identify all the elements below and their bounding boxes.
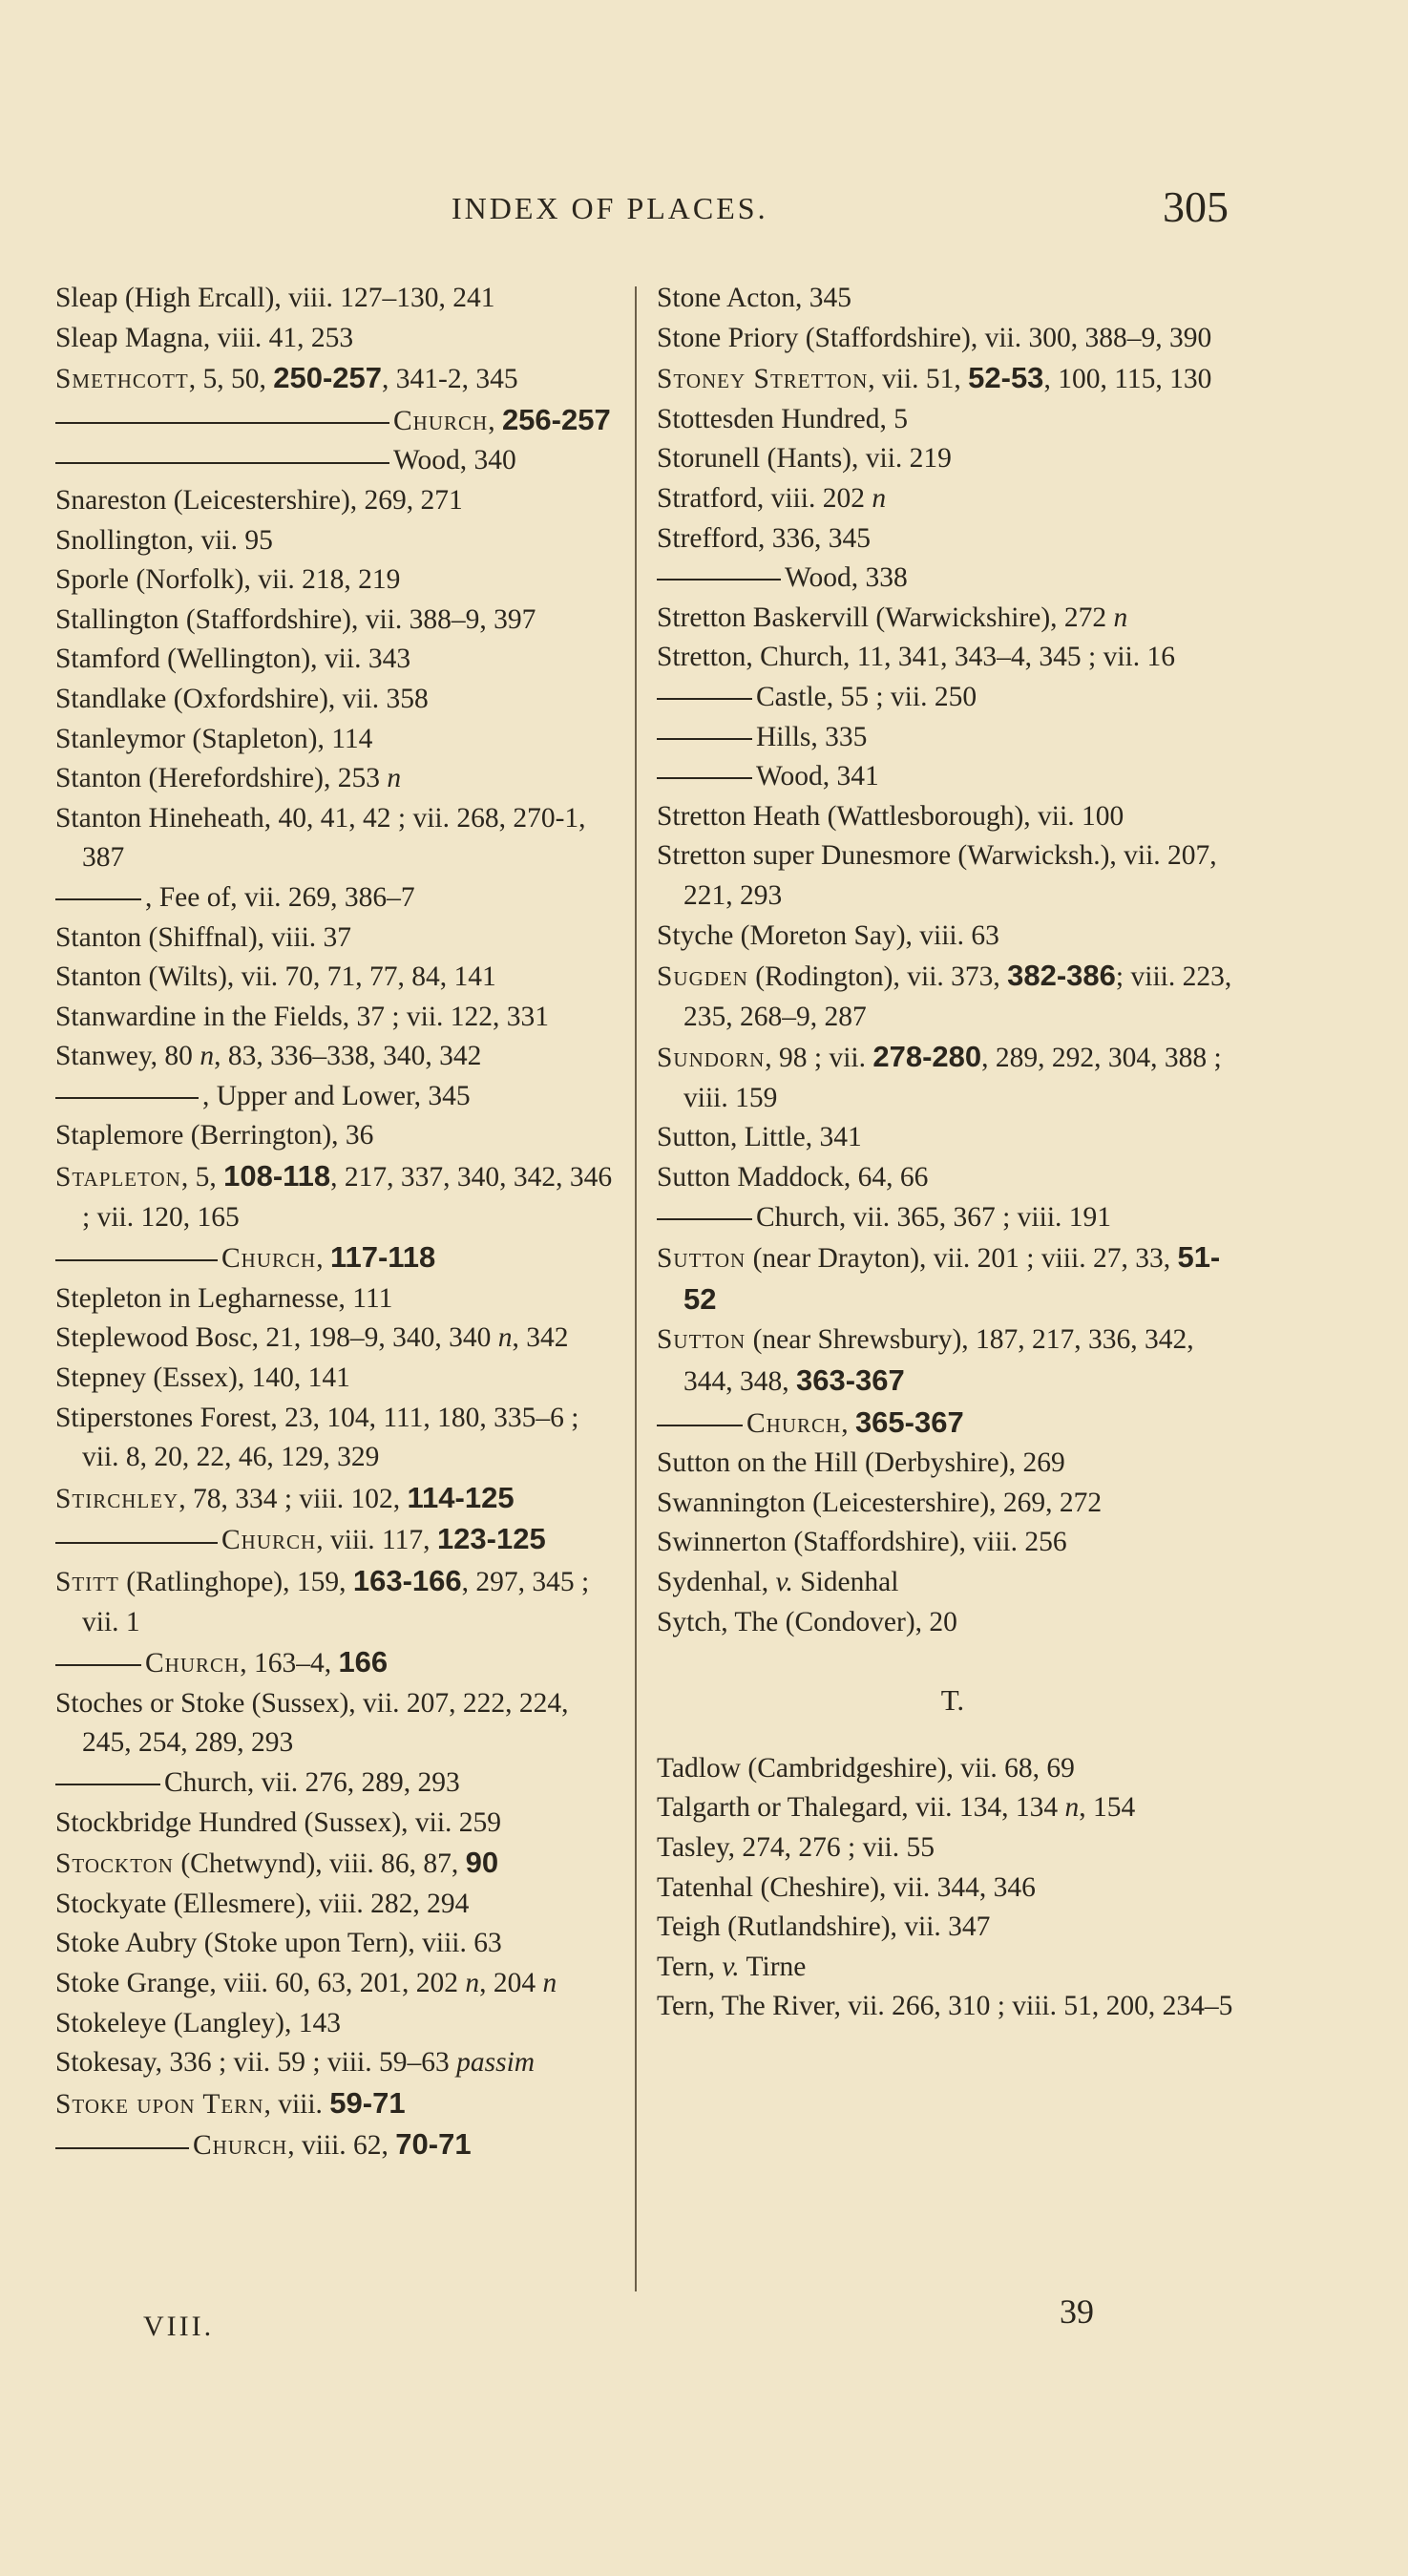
entry-text: Steplewood Bosc, 21, 198–9, 340, 340 (55, 1322, 498, 1354)
index-subentry (657, 1403, 1249, 1445)
entry-text: n (542, 1967, 557, 1998)
entry-text: Stretton super Dunesmore (Warwicksh.), vii. 207, 221, 293 (657, 840, 1217, 911)
entry-text: Snollington, vii. 95 (55, 524, 273, 556)
ditto-dash (55, 1097, 199, 1099)
entry-text: 108-118 (223, 1159, 331, 1193)
entry-text: 365-367 (854, 1404, 964, 1439)
index-entry (657, 1828, 1249, 1869)
entry-text: (near Shrewsbury), 187, 217, 336, 342, 344, 348, (683, 1324, 1194, 1398)
entry-text: Stanton (Herefordshire), 253 (55, 763, 388, 794)
entry-text: Church (193, 2130, 288, 2162)
ditto-dash (55, 1542, 218, 1544)
index-entry (55, 720, 619, 760)
entry-text: Stepleton in Legharnesse, 111 (55, 1282, 393, 1314)
entry-text: , 163–4, (240, 1648, 339, 1679)
index-entry (55, 799, 619, 878)
index-entry (55, 601, 619, 641)
entry-text: , 217, 337, 340, 342, 346 ; vii. 120, 165 (82, 1162, 613, 1233)
entry-text: Sidenhal (792, 1567, 899, 1597)
entry-text: , 78, 334 ; viii. 102, (179, 1483, 408, 1514)
index-entry (657, 1037, 1249, 1118)
entry-text: Church (393, 405, 489, 436)
section-letter: T. (940, 1683, 965, 1718)
index-subentry (55, 1763, 619, 1804)
ditto-dash (55, 1784, 160, 1785)
index-entry (657, 279, 1249, 319)
entry-text: Sutton (657, 1243, 746, 1275)
entry-text: n (1064, 1792, 1080, 1824)
entry-text: n (497, 1322, 513, 1354)
page-number: 305 (1163, 182, 1229, 231)
entry-text: (Chetwynd), viii. 86, 87, (173, 1848, 466, 1880)
entry-text: passim (456, 2047, 536, 2079)
entry-text: , 100, 115, 130 (1043, 364, 1212, 395)
entry-text: Stoney Stretton (657, 364, 869, 395)
entry-text: Stanton Hineheath, 40, 41, 42 ; vii. 268, 270-1, 387 (55, 802, 586, 874)
index-subentry (657, 1198, 1249, 1238)
index-entry (657, 599, 1249, 639)
index-entry (55, 640, 619, 680)
index-entry (55, 1924, 619, 1964)
entry-text: Stepney (Essex), 140, 141 (55, 1362, 350, 1394)
index-subentry (657, 678, 1249, 718)
entry-text: Stokesay, 336 ; vii. 59 ; viii. 59–63 (55, 2047, 457, 2079)
entry-text: Tatenhal (Cheshire), vii. 344, 346 (657, 1871, 1036, 1903)
index-entry (55, 1561, 619, 1642)
right-column (657, 279, 1249, 2027)
entry-text: Sundorn (657, 1043, 766, 1074)
entry-text: 90 (465, 1846, 499, 1880)
entry-text: Snareston (Leicestershire), 269, 271 (55, 484, 463, 516)
entry-text: Standlake (Oxfordshire), vii. 358 (55, 683, 429, 714)
ditto-dash (657, 579, 781, 581)
entry-text: n (465, 1967, 480, 1998)
page-header-title: INDEX OF PLACES. (452, 191, 768, 225)
entry-text: v. (722, 1951, 740, 1982)
entry-text: n (1113, 602, 1128, 633)
index-entry (55, 279, 619, 319)
index-entry (657, 479, 1249, 519)
entry-text: 363-367 (796, 1363, 905, 1398)
entry-text: n (387, 763, 402, 794)
entry-text: Sporle (Norfolk), vii. 218, 219 (55, 564, 401, 596)
index-entry (55, 1319, 619, 1359)
index-entry (55, 521, 619, 561)
entry-text: , 5, (180, 1162, 224, 1193)
column-divider (635, 286, 637, 2291)
entry-text: Church (746, 1407, 842, 1439)
entry-text: , (488, 405, 502, 436)
entry-text: , 98 ; vii. (765, 1043, 873, 1074)
entry-text: , 342 (512, 1322, 569, 1354)
entry-text: Stockton (55, 1848, 174, 1880)
entry-text: Stanton (Shiffnal), viii. 37 (55, 921, 352, 953)
entry-text: Sutton on the Hill (Derbyshire), 269 (657, 1447, 1065, 1479)
index-subentry (55, 1519, 619, 1561)
index-entry (55, 1037, 619, 1077)
entry-text: Stretton Heath (Wattlesborough), vii. 100 (657, 800, 1124, 832)
entry-text: Sleap (High Ercall), viii. 127–130, 241 (55, 283, 495, 313)
ditto-dash (55, 2147, 189, 2149)
ditto-dash (657, 1425, 743, 1426)
entry-text: , vii. 51, (868, 364, 969, 395)
index-subentry (55, 1077, 619, 1117)
entry-text: Stoke upon Tern (55, 2088, 264, 2120)
entry-text: Storunell (Hants), vii. 219 (657, 443, 952, 475)
ditto-dash (55, 1664, 141, 1666)
entry-text: Swannington (Leicestershire), 269, 272 (657, 1487, 1103, 1518)
index-subentry (55, 2124, 619, 2166)
entry-text: , Upper and Lower, 345 (202, 1080, 471, 1111)
entry-text: 70-71 (395, 2127, 472, 2162)
entry-text: Stoke Aubry (Stoke upon Tern), viii. 63 (55, 1928, 502, 1959)
entry-text: 51-52 (683, 1240, 1221, 1316)
signature-mark: VIII. (143, 2311, 215, 2342)
index-entry (657, 1563, 1249, 1603)
index-entry (657, 358, 1249, 400)
left-column (55, 279, 619, 2166)
entry-text: , 289, 292, 304, 388 ; viii. 159 (683, 1043, 1222, 1113)
entry-text: Sydenhal, (657, 1567, 776, 1597)
index-entry (55, 1684, 619, 1763)
entry-text: Staplemore (Berrington), 36 (55, 1120, 374, 1151)
entry-text: 250-257 (273, 361, 383, 395)
entry-text: Church, vii. 276, 289, 293 (164, 1766, 460, 1798)
entry-text: Tirne (739, 1951, 807, 1982)
index-subentry (55, 441, 619, 481)
entry-text: Tasley, 274, 276 ; vii. 55 (657, 1831, 935, 1863)
gathering-number: 39 (1060, 2292, 1094, 2331)
ditto-dash (55, 462, 389, 464)
index-entry (657, 1749, 1249, 1789)
index-subentry (55, 1642, 619, 1684)
entry-text: , 83, 336–338, 340, 342 (214, 1041, 482, 1072)
entry-text: Sutton, Little, 341 (657, 1122, 862, 1153)
ditto-dash (55, 1259, 218, 1261)
index-entry (55, 1279, 619, 1320)
entry-text: Stirchley (55, 1483, 179, 1514)
index-entry (657, 1158, 1249, 1198)
entry-text: Stone Priory (Staffordshire), vii. 300, 388–9, 390 (657, 322, 1212, 353)
entry-text: , Fee of, vii. 269, 386–7 (145, 881, 415, 913)
entry-text: Stottesden Hundred, 5 (657, 403, 909, 434)
entry-text: 256-257 (501, 402, 611, 436)
index-entry (657, 1948, 1249, 1988)
ditto-dash (657, 698, 752, 700)
entry-text: Church (145, 1648, 241, 1679)
entry-text: Teigh (Rutlandshire), vii. 347 (657, 1911, 991, 1943)
index-entry (657, 1118, 1249, 1158)
entry-text: Stapleton (55, 1162, 181, 1193)
index-entry (55, 1804, 619, 1844)
entry-text: n (200, 1041, 215, 1072)
entry-text: Stockyate (Ellesmere), viii. 282, 294 (55, 1888, 470, 1919)
index-entry (55, 1399, 619, 1478)
entry-text: Stretton Baskervill (Warwickshire), 272 (657, 602, 1114, 633)
entry-text: Castle, 55 ; vii. 250 (756, 681, 977, 712)
ditto-dash (657, 738, 752, 740)
entry-text: 278-280 (872, 1040, 982, 1074)
ditto-dash (55, 422, 389, 424)
index-entry (55, 1964, 619, 2004)
entry-text: n (872, 482, 887, 514)
index-entry (55, 481, 619, 521)
entry-text: Stanton (Wilts), vii. 70, 71, 77, 84, 141 (55, 961, 496, 993)
entry-text: Stokeleye (Langley), 143 (55, 2007, 342, 2038)
entry-text: Sutton (657, 1324, 746, 1356)
entry-text: Stone Acton, 345 (657, 283, 852, 313)
index-entry (657, 1320, 1249, 1402)
entry-text: Wood, 338 (785, 562, 908, 594)
index-entry (55, 759, 619, 799)
entry-text: 52-53 (968, 361, 1044, 395)
entry-text: Church (221, 1243, 317, 1275)
entry-text: 59-71 (329, 2085, 406, 2120)
entry-text: Stanwey, 80 (55, 1041, 200, 1072)
entry-text: v. (775, 1567, 793, 1597)
index-entry (55, 2004, 619, 2044)
index-entry (55, 560, 619, 601)
entry-text: , viii. 62, (287, 2130, 396, 2162)
entry-text: Stratford, viii. 202 (657, 482, 872, 514)
index-entry (55, 998, 619, 1038)
index-entry (55, 2083, 619, 2125)
index-subentry (55, 878, 619, 918)
index-entry (657, 1788, 1249, 1828)
entry-text: Talgarth or Thalegard, vii. 134, 134 (657, 1792, 1065, 1824)
right-column-s-entries (657, 279, 1249, 1642)
entry-text: Stretton, Church, 11, 341, 343–4, 345 ; vii. 16 (657, 642, 1175, 673)
entry-text: Stockbridge Hundred (Sussex), vii. 259 (55, 1806, 502, 1838)
entry-text: 114-125 (407, 1480, 515, 1514)
entry-text: Stiperstones Forest, 23, 104, 111, 180, 335–6 ; vii. 8, 20, 22, 46, 129, 329 (55, 1402, 579, 1473)
index-subentry (657, 559, 1249, 599)
entry-text: Stanwardine in the Fields, 37 ; vii. 122, 331 (55, 1001, 550, 1032)
entry-text: Sutton Maddock, 64, 66 (657, 1162, 929, 1193)
index-entry (55, 2043, 619, 2083)
entry-text: Stoches or Stoke (Sussex), vii. 207, 222, 224, 245, 254, 289, 293 (55, 1687, 569, 1759)
index-entry (657, 1444, 1249, 1484)
entry-text: , 5, 50, (188, 364, 274, 395)
entry-text: Stallington (Staffordshire), vii. 388–9, 397 (55, 603, 536, 635)
entry-text: Sleap Magna, viii. 41, 253 (55, 322, 354, 353)
entry-text: 166 (338, 1645, 389, 1679)
entry-text: Swinnerton (Staffordshire), viii. 256 (657, 1527, 1067, 1558)
entry-text: Stamford (Wellington), vii. 343 (55, 644, 411, 675)
entry-text: Wood, 340 (393, 445, 516, 476)
index-entry (55, 319, 619, 359)
index-entry (657, 1603, 1249, 1643)
index-entry (657, 439, 1249, 479)
ditto-dash (657, 1218, 752, 1220)
entry-text: Styche (Moreton Say), viii. 63 (657, 919, 999, 951)
entry-text: Strefford, 336, 345 (657, 522, 871, 554)
entry-text: , viii. 117, (316, 1525, 437, 1556)
entry-text: 123-125 (436, 1522, 546, 1556)
index-subentry (55, 1237, 619, 1279)
index-entry (55, 958, 619, 998)
entry-text: Tern, The River, vii. 266, 310 ; viii. 51, 200, 234–5 (657, 1991, 1233, 2022)
entry-text: 117-118 (329, 1240, 436, 1275)
index-entry (657, 917, 1249, 957)
index-entry (657, 956, 1249, 1037)
entry-text: Sytch, The (Condover), 20 (657, 1606, 957, 1637)
index-entry (657, 1523, 1249, 1563)
index-entry (55, 1359, 619, 1399)
index-subentry (657, 757, 1249, 797)
index-entry (657, 319, 1249, 359)
index-entry (657, 1237, 1249, 1320)
running-header (0, 182, 1408, 244)
index-subentry (657, 718, 1249, 758)
index-entry (55, 680, 619, 720)
ditto-dash (55, 898, 141, 900)
entry-text: 382-386 (1007, 959, 1116, 993)
entry-text: Church, vii. 365, 367 ; viii. 191 (756, 1201, 1112, 1233)
index-entry (55, 1156, 619, 1237)
index-entry (657, 1869, 1249, 1909)
index-entry (657, 1484, 1249, 1524)
entry-text: (Ratlinghope), 159, (118, 1567, 353, 1597)
index-entry (657, 638, 1249, 678)
index-entry (55, 1478, 619, 1520)
entry-text: Wood, 341 (756, 761, 879, 792)
index-entry (657, 1908, 1249, 1948)
entry-text: Stitt (55, 1567, 119, 1597)
entry-text: , viii. (263, 2088, 330, 2120)
index-entry (657, 400, 1249, 440)
entry-text: (Rodington), vii. 373, (747, 961, 1008, 993)
index-entry (55, 358, 619, 400)
entry-text: ; viii. 223, 235, 268–9, 287 (683, 961, 1232, 1032)
entry-text: Tern, (657, 1951, 723, 1982)
index-entry (657, 836, 1249, 916)
entry-text: Tadlow (Cambridgeshire), vii. 68, 69 (657, 1752, 1075, 1784)
entry-text: Stoke Grange, viii. 60, 63, 201, 202 (55, 1967, 466, 1998)
index-entry (657, 797, 1249, 837)
entry-text: Church (221, 1525, 317, 1556)
index-entry (657, 1987, 1249, 2027)
index-entry (55, 918, 619, 959)
entry-text: (near Drayton), vii. 201 ; viii. 27, 33, (746, 1243, 1178, 1275)
entry-text: , 297, 345 ; vii. 1 (82, 1567, 590, 1637)
entry-text: , 204 (479, 1967, 543, 1998)
index-entry (55, 1116, 619, 1156)
entry-text: Sugden (657, 961, 748, 993)
index-entry (55, 1885, 619, 1925)
entry-text: Smethcott (55, 364, 189, 395)
entry-text: , 341-2, 345 (382, 364, 518, 395)
index-entry (657, 519, 1249, 560)
right-column-t-entries (657, 1749, 1249, 2027)
entry-text: , (841, 1407, 855, 1439)
entry-text: Stanleymor (Stapleton), 114 (55, 723, 373, 754)
ditto-dash (657, 777, 752, 779)
entry-text: , 154 (1079, 1792, 1136, 1824)
entry-text: , (316, 1243, 330, 1275)
entry-text: 163-166 (352, 1564, 462, 1597)
index-entry (55, 1843, 619, 1885)
entry-text: Hills, 335 (756, 721, 868, 752)
index-subentry (55, 400, 619, 442)
